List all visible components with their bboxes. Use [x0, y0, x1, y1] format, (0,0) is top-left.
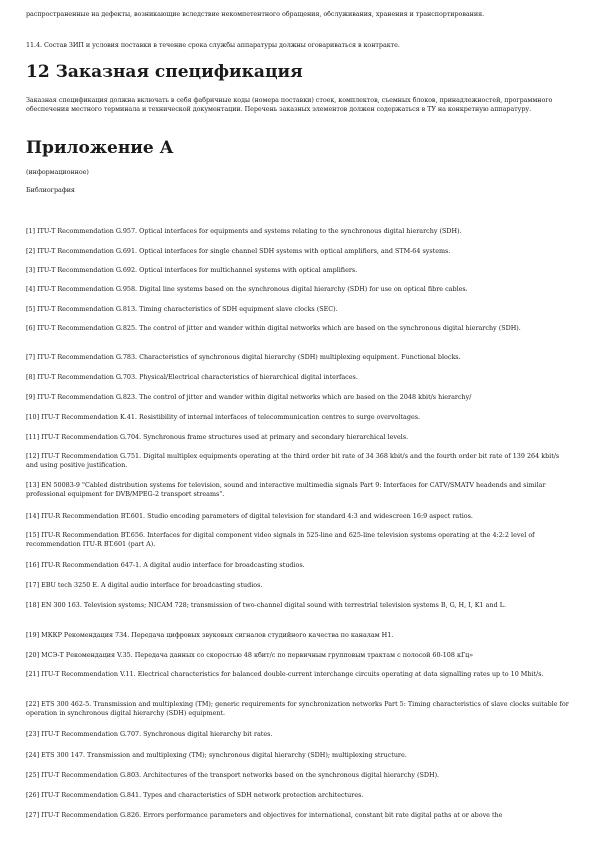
reference-item: [26] ITU-T Recommendation G.841. Types and characteristics of SDH network protection architectures.	[26, 791, 364, 799]
reference-item: [14] ITU-R Recommendation BT.601. Studio encoding parameters of digital television for standard 4:3 and widescreen 16:9 aspect ratios.	[26, 512, 473, 520]
reference-item: [16] ITU-R Recommendation 647-1. A digital audio interface for broadcasting studios.	[26, 561, 305, 569]
section-12-text: Заказная спецификация должна включать в себя фабричные коды (номера поставки) стоек, комплектов, съемных блоков, принадлежностей, программного обеспечения местного терминала и технической документации. Перечень заказных элементов должен содержаться в ТУ на конкретную аппаратуру.	[26, 96, 553, 114]
reference-item: [6] ITU-T Recommendation G.825. The control of jitter and wander within digital networks which are based on the synchronous digital hierarchy (SDH).	[26, 324, 521, 332]
reference-item: [2] ITU-T Recommendation G.691. Optical interfaces for single channel SDH systems with optical amplifiers, and STM-64 systems.	[26, 247, 451, 255]
reference-item: [27] ITU-T Recommendation G.826. Errors performance parameters and objectives for international, constant bit rate digital paths at or above the	[26, 811, 503, 819]
top-line: распространенные на дефекты, возникающие вследствие некомпетентного обращения, обслуживания, хранения и транспортирования.	[26, 10, 485, 18]
reference-item: [21] ITU-T Recommendation V.11. Electrical characteristics for balanced double-current interchange circuits operating at data signalling rates up to 10 Mbit/s.	[26, 670, 544, 678]
reference-item: [4] ITU-T Recommendation G.958. Digital line systems based on the synchronous digital hierarchy (SDH) for use on optical fibre cables.	[26, 285, 468, 293]
reference-item: [25] ITU-T Recommendation G.803. Architectures of the transport networks based on the synchronous digital hierarchy (SDH).	[26, 771, 440, 779]
reference-item: [1] ITU-T Recommendation G.957. Optical interfaces for equipments and systems relating to the synchronous digital hierarchy (SDH).	[26, 227, 462, 235]
reference-item: [12] ITU-T Recommendation G.751. Digital multiplex equipments operating at the third order bit rate of 34 368 kbit/s and the fourth order bit rate of 139 264 kbit/s and using positive justification.	[26, 452, 560, 470]
reference-item: [17] EBU tech 3250 E. A digital audio interface for broadcasting studios.	[26, 581, 263, 589]
reference-item: [20] МСЭ-Т Рекомендация V.35. Передача данных со скоростью 48 кбит/с по первичным групповым трактам с полосой 60-108 кГц»	[26, 651, 474, 659]
reference-item: [13] EN 50083-9 "Cabled distribution systems for television, sound and interactive multimedia signals Part 9: Interfaces for CATV/SMATV headends and similar professional equipment for DVB/MPEG-2 transport streams".	[26, 481, 546, 499]
paragraph-11-4: 11.4. Состав ЗИП и условия поставки в течение срока службы аппаратуры должны оговариваться в контракте.	[26, 41, 400, 49]
reference-item: [23] ITU-T Recommendation G.707. Synchronous digital hierarchy bit rates.	[26, 730, 273, 738]
section-12-heading: 12 Заказная спецификация	[26, 62, 303, 82]
reference-item: [8] ITU-T Recommendation G.703. Physical/Electrical characteristics of hierarchical digital interfaces.	[26, 373, 358, 381]
reference-item: [18] EN 300 163. Television systems; NICAM 728; transmission of two-channel digital sound with terrestrial television systems B, G, H, I, K1 and L.	[26, 601, 506, 609]
reference-item: [19] МККР Рекомендация 734. Передача цифровых звуковых сигналов студийного качества по каналам Н1.	[26, 631, 394, 639]
appendix-heading: Приложение А	[26, 138, 174, 158]
appendix-note: (информационное)	[26, 168, 89, 176]
reference-item: [3] ITU-T Recommendation G.692. Optical interfaces for multichannel systems with optical amplifiers.	[26, 266, 358, 274]
reference-item: [5] ITU-T Recommendation G.813. Timing characteristics of SDH equipment slave clocks (SEC).	[26, 305, 338, 313]
reference-item: [9] ITU-T Recommendation G.823. The control of jitter and wander within digital networks which are based on the 2048 kbit/s hierarchy/	[26, 393, 472, 401]
reference-item: [10] ITU-T Recommendation K.41. Resistibility of internal interfaces of telecommunication centres to surge overvoltages.	[26, 413, 421, 421]
reference-item: [11] ITU-T Recommendation G.704. Synchronous frame structures used at primary and secondary hierarchical levels.	[26, 433, 409, 441]
reference-item: [24] ETS 300 147. Transmission and multiplexing (TM); synchronous digital hierarchy (SDH); multiplexing structure.	[26, 751, 407, 759]
reference-item: [15] ITU-R Recommendation BT.656. Interfaces for digital component video signals in 525-line and 625-line television systems operating at the 4:2:2 level of recommendation ITU-R BT.601 (part A).	[26, 531, 535, 549]
reference-item: [22] ETS 300 462-5. Transmission and multiplexing (TM); generic requirements for synchronization networks Part 5: Timing characteristics of slave clocks suitable for operation in synchronous digital hierarchy (SDH) equipment.	[26, 700, 569, 718]
reference-item: [7] ITU-T Recommendation G.783. Characteristics of synchronous digital hierarchy (SDH) multiplexing equipment. Functional blocks.	[26, 353, 461, 361]
bibliography-title: Библиография	[26, 186, 75, 194]
